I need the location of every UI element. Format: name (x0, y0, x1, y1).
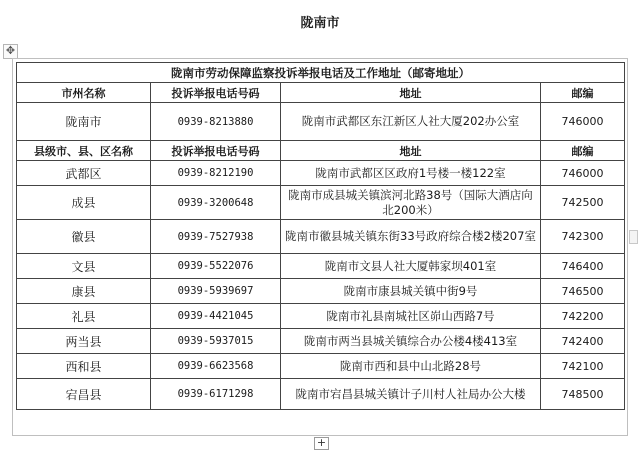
table-row (17, 379, 625, 410)
table-row (17, 220, 625, 254)
table-row (17, 103, 625, 141)
phone-cell: 0939-7527938 (151, 220, 281, 254)
phone-cell: 0939-5939697 (151, 279, 281, 304)
name-cell: 宕昌县 (17, 379, 151, 410)
address-cell: 陇南市两当县城关镇综合办公楼4楼413室 (281, 329, 541, 354)
header-cell: 邮编 (541, 141, 625, 161)
table-row (17, 161, 625, 186)
zip-cell: 742400 (541, 329, 625, 354)
name-cell: 陇南市 (17, 103, 151, 141)
header-cell: 邮编 (541, 83, 625, 103)
header-cell: 市州名称 (17, 83, 151, 103)
phone-cell: 0939-6623568 (151, 354, 281, 379)
phone-cell: 0939-5937015 (151, 329, 281, 354)
table-row (17, 304, 625, 329)
name-cell: 礼县 (17, 304, 151, 329)
name-cell: 西和县 (17, 354, 151, 379)
name-cell: 成县 (17, 186, 151, 220)
table-row (17, 186, 625, 220)
zip-cell: 748500 (541, 379, 625, 410)
table-row (17, 279, 625, 304)
address-cell: 陇南市礼县南城社区峁山西路7号 (281, 304, 541, 329)
name-cell: 康县 (17, 279, 151, 304)
header-cell: 地址 (281, 83, 541, 103)
table-row (17, 254, 625, 279)
table-row (17, 329, 625, 354)
address-cell: 陇南市文县人社大厦韩家坝401室 (281, 254, 541, 279)
address-cell: 陇南市西和县中山北路28号 (281, 354, 541, 379)
contact-table (16, 62, 625, 410)
zip-cell: 742200 (541, 304, 625, 329)
table-row (17, 354, 625, 379)
page-title: 陇南市 (300, 16, 340, 31)
zip-cell: 742100 (541, 354, 625, 379)
phone-cell: 0939-6171298 (151, 379, 281, 410)
name-cell: 徽县 (17, 220, 151, 254)
phone-cell: 0939-3200648 (151, 186, 281, 220)
header-row-county (17, 141, 625, 161)
name-cell: 两当县 (17, 329, 151, 354)
phone-cell: 0939-8212190 (151, 161, 281, 186)
header-row-city (17, 83, 625, 103)
zip-cell: 746400 (541, 254, 625, 279)
address-cell: 陇南市徽县城关镇东街33号政府综合楼2楼207室 (281, 220, 541, 254)
name-cell: 文县 (17, 254, 151, 279)
zip-cell: 742300 (541, 220, 625, 254)
resize-handle[interactable] (629, 230, 638, 244)
header-cell: 投诉举报电话号码 (151, 141, 281, 161)
move-arrows-icon[interactable]: ✥ (3, 44, 18, 59)
plus-icon[interactable]: + (314, 437, 329, 450)
address-cell: 陇南市武都区区政府1号楼一楼122室 (281, 161, 541, 186)
zip-cell: 746000 (541, 103, 625, 141)
header-cell: 县级市、县、区名称 (17, 141, 151, 161)
address-cell: 陇南市宕昌县城关镇计子川村人社局办公大楼 (281, 379, 541, 410)
table-title: 陇南市劳动保障监察投诉举报电话及工作地址（邮寄地址） (17, 63, 625, 83)
header-cell: 地址 (281, 141, 541, 161)
zip-cell: 742500 (541, 186, 625, 220)
phone-cell: 0939-8213880 (151, 103, 281, 141)
name-cell: 武都区 (17, 161, 151, 186)
zip-cell: 746000 (541, 161, 625, 186)
address-cell: 陇南市武都区东江新区人社大厦202办公室 (281, 103, 541, 141)
phone-cell: 0939-5522076 (151, 254, 281, 279)
address-cell: 陇南市成县城关镇滨河北路38号（国际大酒店向北200米） (281, 186, 541, 220)
address-cell: 陇南市康县城关镇中街9号 (281, 279, 541, 304)
zip-cell: 746500 (541, 279, 625, 304)
header-cell: 投诉举报电话号码 (151, 83, 281, 103)
phone-cell: 0939-4421045 (151, 304, 281, 329)
